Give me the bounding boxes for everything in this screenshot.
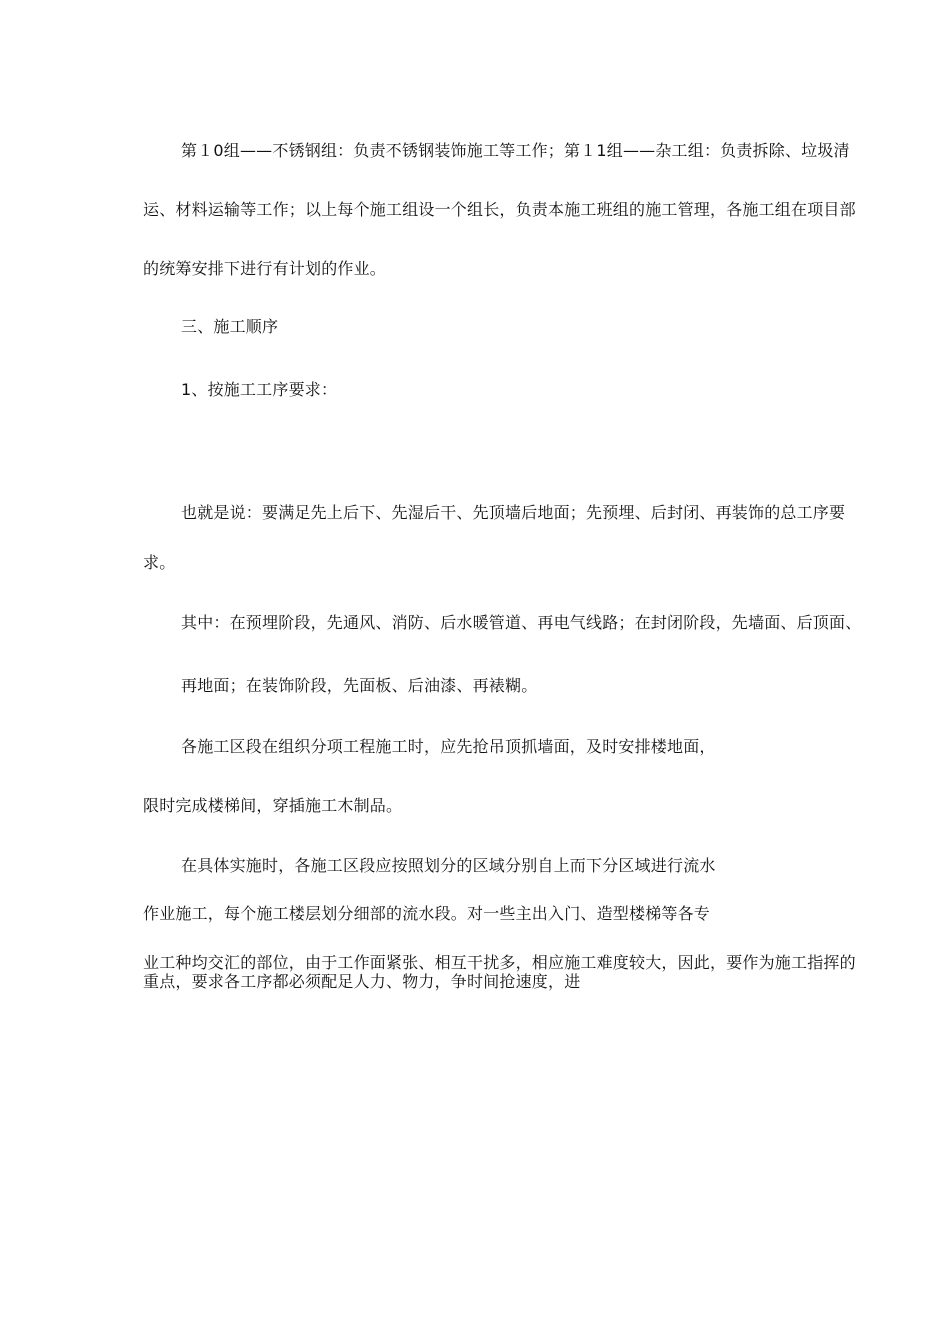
paragraph-line-10: 各施工区段在组织分项工程施工时，应先抢吊顶抓墙面，及时安排楼地面， bbox=[181, 737, 716, 756]
paragraph-line-14: 业工种均交汇的部位，由于工作面紧张、相互干扰多，相应施工难度较大，因此，要作为施工指挥的 bbox=[143, 953, 856, 972]
paragraph-line-8: 其中：在预埋阶段，先通风、消防、后水暖管道、再电气线路；在封闭阶段，先墙面、后顶面、 bbox=[181, 613, 862, 632]
paragraph-line-6: 也就是说：要满足先上后下、先湿后干、先顶墙后地面；先预埋、后封闭、再装饰的总工序要 bbox=[181, 503, 846, 522]
paragraph-line-11: 限时完成楼梯间，穿插施工木制品。 bbox=[143, 796, 403, 815]
paragraph-line-13: 作业施工，每个施工楼层划分细部的流水段。对一些主出入门、造型楼梯等各专 bbox=[143, 904, 711, 923]
paragraph-line-3: 的统筹安排下进行有计划的作业。 bbox=[143, 259, 387, 278]
section-heading: 三、施工顺序 bbox=[181, 317, 279, 336]
paragraph-line-12: 在具体实施时，各施工区段应按照划分的区域分别自上而下分区域进行流水 bbox=[181, 856, 716, 875]
paragraph-line-2: 运、材料运输等工作；以上每个施工组设一个组长，负责本施工班组的施工管理，各施工组在项目部 bbox=[143, 200, 856, 219]
paragraph-line-15: 重点，要求各工序都必须配足人力、物力，争时间抢速度，进 bbox=[143, 972, 581, 991]
paragraph-line-1: 第１0组——不锈钢组：负责不锈钢装饰施工等工作；第１1组——杂工组：负责拆除、垃圾清 bbox=[181, 141, 850, 160]
paragraph-line-9: 再地面；在装饰阶段，先面板、后油漆、再裱糊。 bbox=[181, 676, 538, 695]
subsection-heading: 1、按施工工序要求： bbox=[181, 380, 338, 399]
paragraph-line-7: 求。 bbox=[143, 553, 176, 572]
